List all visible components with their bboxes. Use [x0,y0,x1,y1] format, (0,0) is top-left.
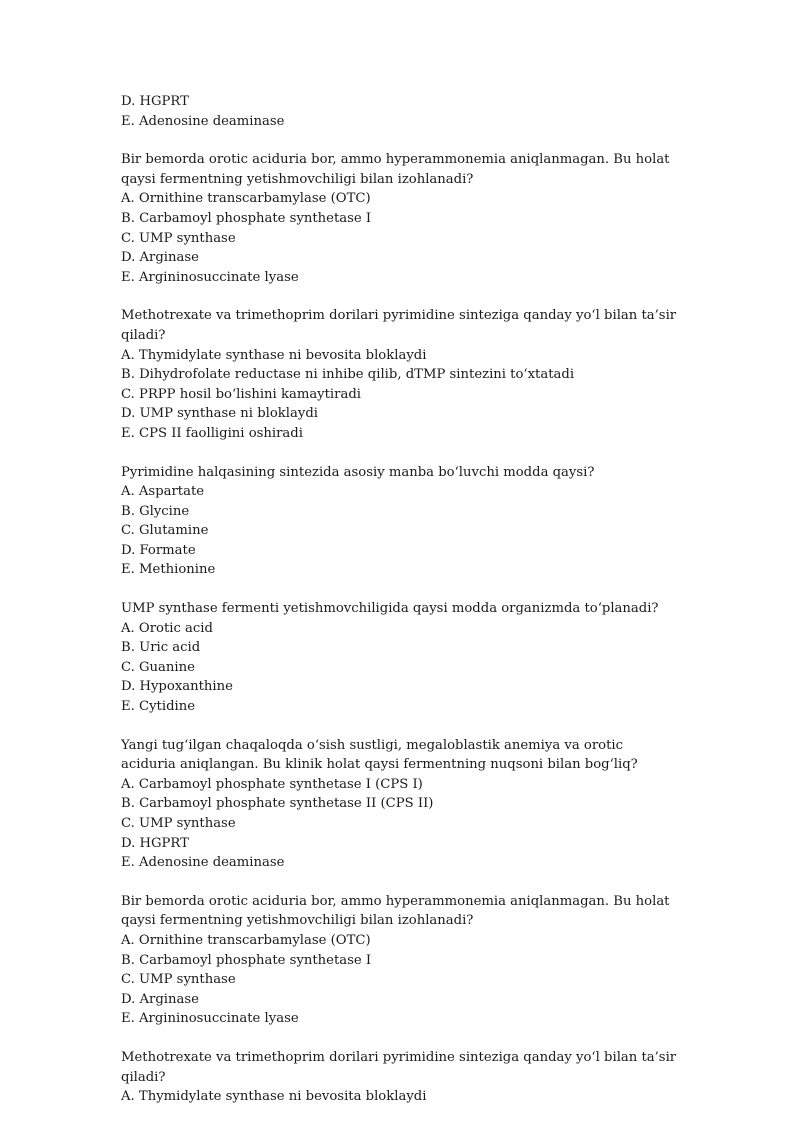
question-block [121,306,741,443]
question-block [121,463,741,581]
document-page [121,92,741,1126]
answer-option: C. UMP synthase [121,230,236,246]
answer-option: D. Arginase [121,250,199,266]
answer-option: D. Arginase [121,991,199,1007]
answer-option: A. Orotic acid [121,620,213,636]
answer-option: E. Adenosine deaminase [121,113,285,129]
question-block [121,736,741,873]
answer-option: D. HGPRT [121,94,189,109]
answer-option: B. Uric acid [121,640,201,656]
question-text: Bir bemorda orotic aciduria bor, ammo hyperammonemia aniqlanmagan. Bu holat qaysi fermentning yetishmovchiligi bilan izohlanadi? [121,152,670,187]
answer-option: D. UMP synthase ni bloklaydi [121,406,318,422]
question-block [121,892,741,1029]
answer-option: B. Carbamoyl phosphate synthetase I [121,210,372,226]
question-text: Methotrexate va trimethoprim dorilari pyrimidine sinteziga qanday yo‘l bilan ta’sir qiladi? [121,308,677,343]
answer-option: D. Hypoxanthine [121,679,233,695]
answer-option: B. Carbamoyl phosphate synthetase II (CPS II) [121,796,434,812]
answer-option: C. UMP synthase [121,816,236,831]
question-block [121,599,741,717]
answer-option: A. Thymidylate synthase ni bevosita bloklaydi [121,1089,427,1105]
answer-option: E. Cytidine [121,699,196,715]
question-block [121,92,741,131]
question-text: UMP synthase fermenti yetishmovchiligida qaysi modda organizmda to‘planadi? [121,601,659,617]
question-text: Bir bemorda orotic aciduria bor, ammo hyperammonemia aniqlanmagan. Bu holat qaysi fermentning yetishmovchiligi bilan izohlanadi? [121,893,670,929]
answer-option: A. Ornithine transcarbamylase (OTC) [121,191,371,207]
answer-option: B. Dihydrofolate reductase ni inhibe qilib, dTMP sintezini to‘xtatadi [121,367,575,383]
answer-option: D. Formate [121,542,196,558]
answer-option: D. HGPRT [121,835,189,851]
answer-option: A. Aspartate [121,484,205,500]
answer-option: C. Glutamine [121,523,209,539]
answer-option: C. UMP synthase [121,972,236,988]
question-text: Pyrimidine halqasining sintezida asosiy manba bo‘luvchi modda qaysi? [121,464,595,480]
question-text: Yangi tug‘ilgan chaqaloqda o‘sish sustligi, megaloblastik anemiya va orotic aciduria aniqlangan. Bu klinik holat qaysi fermentning nuqsoni bilan bog‘liq? [121,737,638,773]
answer-option: E. Adenosine deaminase [121,855,285,871]
answer-option: B. Glycine [121,503,190,519]
question-block [121,1048,741,1107]
answer-option: E. Argininosuccinate lyase [121,269,299,285]
question-text: Methotrexate va trimethoprim dorilari pyrimidine sinteziga qanday yo‘l bilan ta’sir qiladi? [121,1049,677,1085]
answer-option: A. Carbamoyl phosphate synthetase I (CPS I) [121,776,423,792]
answer-option: E. Argininosuccinate lyase [121,1011,299,1027]
answer-option: C. Guanine [121,659,195,675]
answer-option: A. Ornithine transcarbamylase (OTC) [121,932,371,948]
answer-option: C. PRPP hosil bo‘lishini kamaytiradi [121,386,361,402]
question-block [121,150,741,287]
answer-option: E. CPS II faolligini oshiradi [121,425,303,441]
answer-option: B. Carbamoyl phosphate synthetase I [121,952,372,968]
answer-option: A. Thymidylate synthase ni bevosita bloklaydi [121,347,427,363]
answer-option: E. Methionine [121,562,216,578]
